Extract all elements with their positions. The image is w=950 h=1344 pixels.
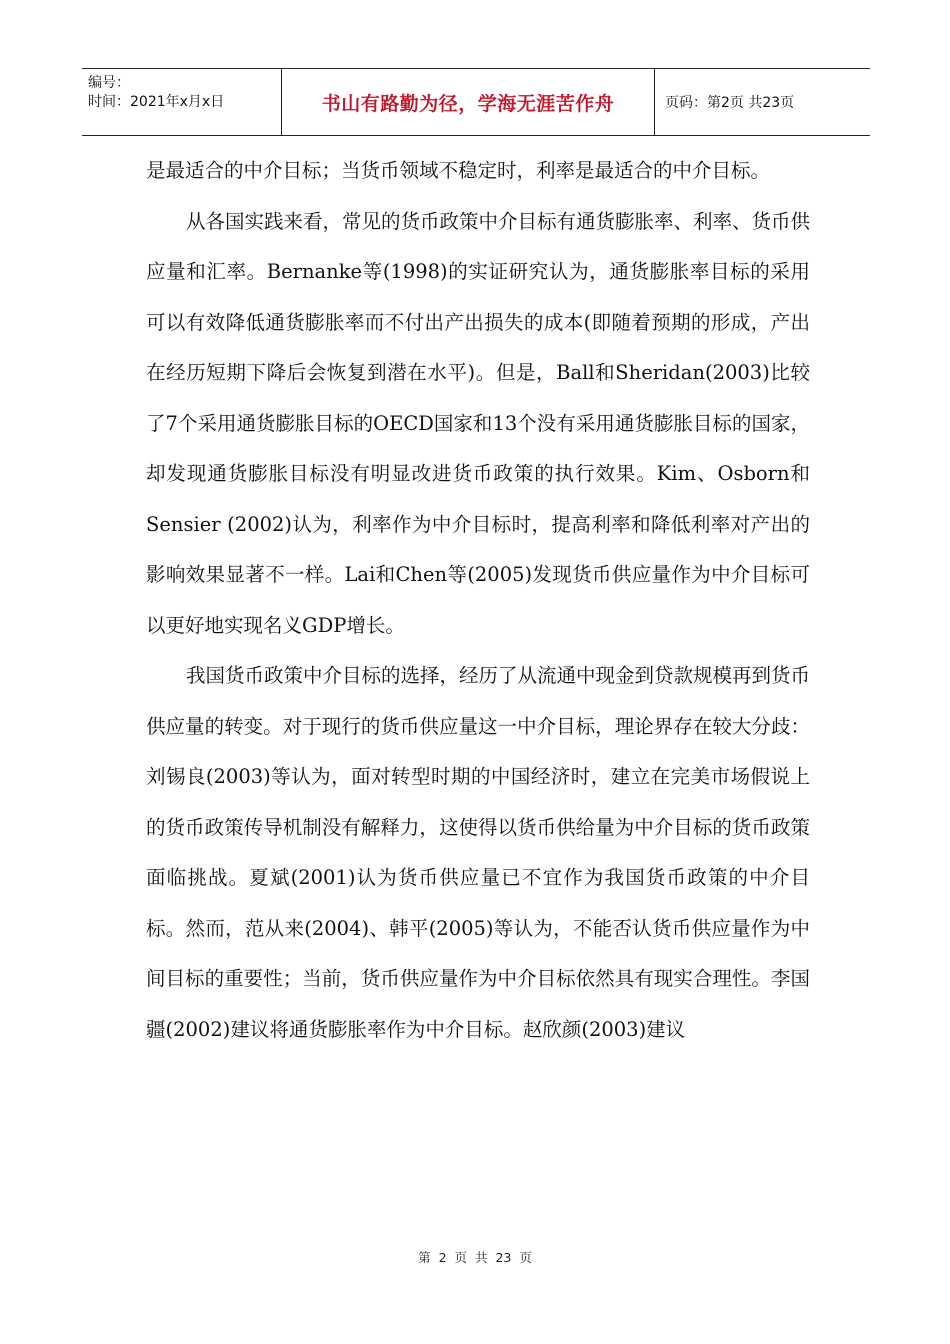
page-footer: 第 2 页 共 23 页 [418, 1250, 532, 1265]
document-body [146, 146, 810, 1055]
paragraph-international-practice: 从各国实践来看，常见的货币政策中介目标有通货膨胀率、利率、货币供应量和汇率。Bernanke等(1998)的实证研究认为，通货膨胀率目标的采用可以有效降低通货膨胀率而不付出产出损失的成本(即随着预期的形成，产出在经历短期下降后会恢复到潜在水平)。但是，Ball和Sheridan(2003)比较了7个采用通货膨胀目标的OECD国家和13个没有采用通货膨胀目标的国家，却发现通货膨胀目标没有明显改进货币政策的执行效果。Kim、Osborn和Sensier (2002)认为，利率作为中介目标时，提高利率和降低利率对产出的影响效果显著不一样。Lai和Chen等(2005)发现货币供应量作为中介目标可以更好地实现名义GDP增长。 [146, 209, 811, 637]
page-header [82, 68, 870, 136]
header-motto: 书山有路勤为径，学海无涯苦作舟 [321, 92, 615, 115]
paragraph-continuation: 是最适合的中介目标；当货币领域不稳定时，利率是最适合的中介目标。 [146, 159, 771, 182]
document-number-label: 编号： [88, 75, 130, 91]
header-page-number: 页码：第2页 共23页 [665, 95, 795, 111]
paragraph-china-intermediate-target: 我国货币政策中介目标的选择，经历了从流通中现金到贷款规模再到货币供应量的转变。对于现行的货币供应量这一中介目标，理论界存在较大分歧：刘锡良(2003)等认为，面对转型时期的中国经济时，建立在完美市场假说上的货币政策传导机制没有解释力，这使得以货币供给量为中介目标的货币政策面临挑战。夏斌(2001)认为货币供应量已不宜作为我国货币政策的中介目标。然而，范从来(2004)、韩平(2005)等认为，不能否认货币供应量作为中间目标的重要性；当前，货币供应量作为中介目标依然具有现实合理性。李国疆(2002)建议将通货膨胀率作为中介目标。赵欣颜(2003)建议 [146, 664, 811, 1041]
document-date-label: 时间：2021年x月x日 [88, 94, 225, 110]
header-page-cell [655, 69, 870, 135]
header-motto-cell [282, 69, 655, 135]
header-meta-cell [82, 69, 282, 135]
